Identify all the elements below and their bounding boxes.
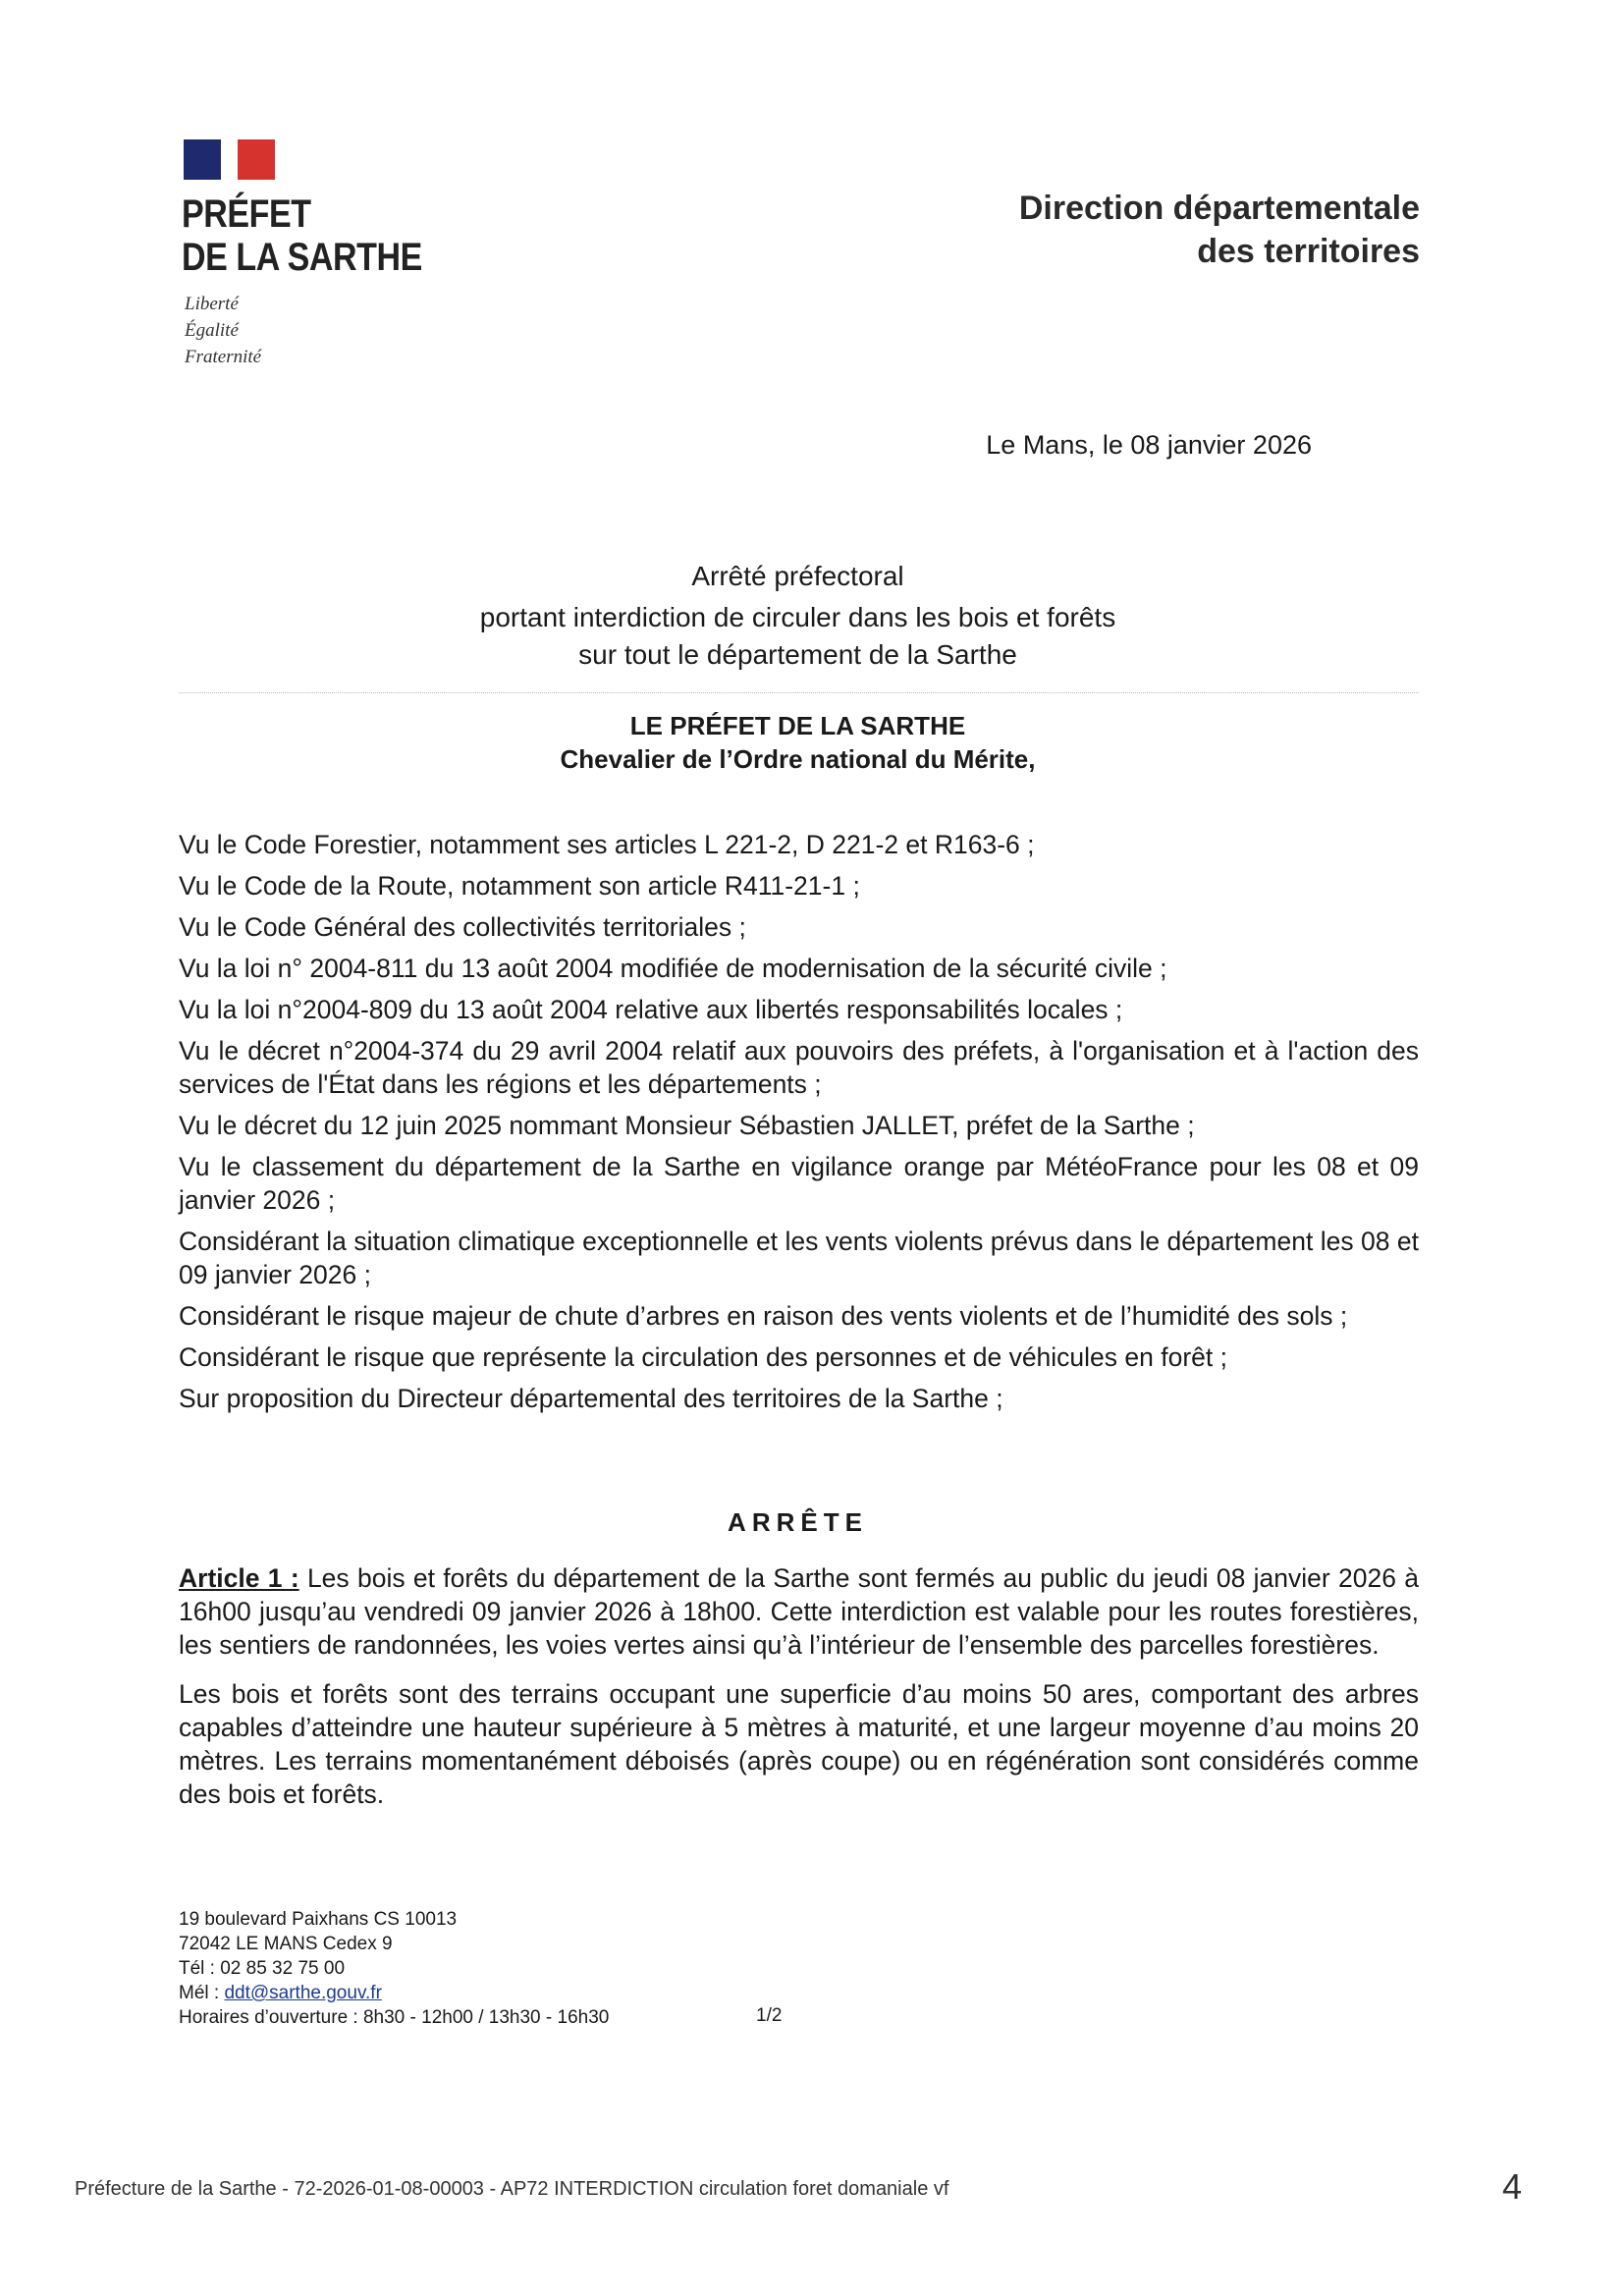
articles: [179, 1561, 1419, 1827]
separator: [179, 692, 1419, 693]
page-counter: 1/2: [756, 2005, 783, 2026]
address-city: 72042 LE MANS Cedex 9: [179, 1934, 393, 1954]
authority: [177, 709, 1419, 776]
considerant: Vu le décret du 12 juin 2025 nommant Monsieur Sébastien JALLET, préfet de la Sarthe ;: [179, 1111, 1195, 1140]
opening-hours: Horaires d’ouverture : 8h30 - 12h00 / 13h30 - 16h30: [179, 2007, 610, 2028]
considerant: Vu le classement du département de la Sarthe en vigilance orange par MétéoFrance pour les 08 et 09 janvier 2026 ;: [179, 1152, 1419, 1215]
address-email: [179, 1981, 609, 2005]
footer-reference: Préfecture de la Sarthe - 72-2026-01-08-00003 - AP72 INTERDICTION circulation foret domaniale vf: [75, 2178, 949, 2200]
email-label: Mél :: [179, 1983, 225, 2003]
devise-line: Liberté: [185, 294, 239, 314]
considerant: Considérant le risque que représente la circulation des personnes et de véhicules en forêt ;: [179, 1342, 1227, 1372]
considerant: Vu le Code de la Route, notamment son article R411-21-1 ;: [179, 871, 860, 901]
logo-line: PRÉFET: [182, 192, 311, 236]
article-1: [179, 1561, 1419, 1662]
authority-line: Chevalier de l’Ordre national du Mérite,: [560, 744, 1036, 774]
prefet-logo-text: [182, 192, 422, 279]
article-text: Les bois et forêts du département de la Sarthe sont fermés au public du jeudi 08 janvier 2026 à 16h00 jusqu’au vendredi 09 janvier 2026 à 18h00. Cette interdiction est valable pour les routes forestières, les sentiers de randonnées, les voies vertes ainsi qu’à l’intérieur de l’ensemble des parcelles forestières.: [179, 1563, 1419, 1660]
document-date: Le Mans, le 08 janvier 2026: [986, 430, 1312, 460]
authority-line: LE PRÉFET DE LA SARTHE: [629, 711, 966, 740]
title-line: sur tout le département de la Sarthe: [578, 639, 1017, 670]
arrete-heading: ARRÊTE: [728, 1507, 868, 1537]
considerant: Considérant le risque majeur de chute d’arbres en raison des vents violents et de l’humidité des sols ;: [179, 1301, 1348, 1331]
considerant: Vu la loi n° 2004-811 du 13 août 2004 modifiée de modernisation de la sécurité civile ;: [179, 954, 1167, 983]
considerant: Considérant la situation climatique exceptionnelle et les vents violents prévus dans le département les 08 et 09 janvier 2026 ;: [179, 1227, 1419, 1289]
address-block: [179, 1907, 609, 2030]
devise-line: Égalité: [185, 320, 239, 341]
considerant: Vu le décret n°2004-374 du 29 avril 2004 relatif aux pouvoirs des préfets, à l'organisation et à l'action des services de l'État dans les régions et les départements ;: [179, 1036, 1419, 1099]
devise: [185, 291, 261, 370]
footer-page-number: 4: [1502, 2166, 1523, 2207]
direction-line: des territoires: [1197, 233, 1420, 270]
considerants-list: [179, 828, 1419, 1423]
republique-francaise-logo: [184, 139, 275, 180]
considerant: Vu le Code Forestier, notamment ses articles L 221-2, D 221-2 et R163-6 ;: [179, 830, 1035, 859]
considerant: Sur proposition du Directeur départemental des territoires de la Sarthe ;: [179, 1384, 1003, 1413]
address-phone: Tél : 02 85 32 75 00: [179, 1958, 346, 1979]
direction-name: [1019, 187, 1420, 273]
considerant: Vu la loi n°2004-809 du 13 août 2004 relative aux libertés responsabilités locales ;: [179, 995, 1123, 1024]
email-link[interactable]: ddt@sarthe.gouv.fr: [224, 1983, 382, 2003]
title-line: portant interdiction de circuler dans les bois et forêts: [479, 602, 1116, 632]
title-line: Arrêté préfectoral: [691, 561, 904, 591]
logo-line: DE LA SARTHE: [182, 236, 422, 279]
article-label: Article 1 :: [179, 1563, 299, 1593]
devise-line: Fraternité: [185, 347, 262, 367]
address-street: 19 boulevard Paixhans CS 10013: [179, 1909, 458, 1930]
document-title: [177, 558, 1419, 674]
article-1-definition: Les bois et forêts sont des terrains occupant une superficie d’au moins 50 ares, comportant des arbres capables d’atteindre une hauteur supérieure à 5 mètres à maturité, et une largeur moyenne d’au moins 20 mètres. Les terrains momentanément déboisés (après coupe) ou en régénération sont considérés comme des bois et forêts.: [179, 1679, 1419, 1809]
direction-line: Direction départementale: [1018, 190, 1420, 227]
considerant: Vu le Code Général des collectivités territoriales ;: [179, 912, 746, 942]
